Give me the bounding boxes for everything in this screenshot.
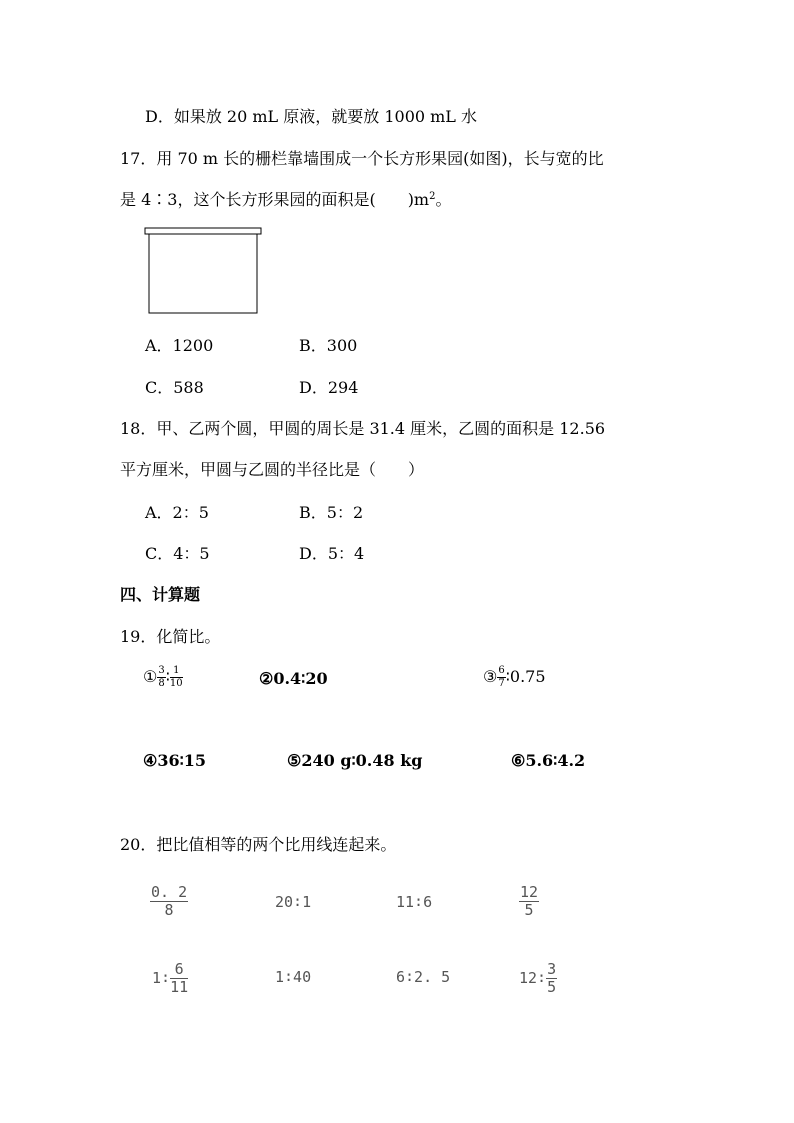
q17-option-c: C．588 — [145, 378, 204, 397]
numerator: 3 — [158, 665, 165, 676]
q20-bottom-ratio-d — [519, 962, 557, 995]
fraction — [519, 885, 539, 918]
denominator: 11 — [170, 978, 189, 996]
denominator: 5 — [524, 901, 534, 919]
denominator: 7 — [498, 678, 505, 689]
q17-option-a: A．1200 — [145, 336, 214, 355]
q18-option-d: D．5：4 — [299, 544, 365, 563]
numerator: 3 — [547, 960, 557, 978]
section-title: 四、计算题 — [120, 585, 201, 604]
numerator: 0. 2 — [151, 883, 188, 901]
q18-option-b: B．5：2 — [299, 503, 364, 522]
q20-bottom-ratio-a — [152, 962, 188, 995]
q20-top-ratio-b: 20∶1 — [275, 893, 312, 911]
q17-option-b: B．300 — [299, 336, 358, 355]
q17-line2-end: 。 — [435, 190, 452, 209]
fraction — [497, 666, 505, 689]
q17-text-line2 — [120, 192, 452, 208]
q18-option-a: A．2：5 — [145, 503, 209, 522]
q19-item1 — [143, 666, 183, 689]
numerator: 6 — [498, 665, 505, 676]
numerator: 12 — [520, 883, 539, 901]
denominator: 8 — [158, 678, 165, 689]
q19-title: 19．化简比。 — [120, 627, 221, 646]
q20-top-ratio-d — [519, 885, 539, 918]
wall — [145, 228, 261, 234]
q20-bottom-ratio-b: 1∶40 — [275, 968, 312, 986]
ratio-colon: ∶ — [165, 667, 170, 686]
q19-item5: ⑤240 g∶0.48 kg — [287, 751, 423, 770]
denominator: 8 — [164, 901, 174, 919]
ratio-prefix: 1∶ — [152, 969, 171, 987]
q18-text-line1: 18．甲、乙两个圆，甲圆的周长是 31.4 厘米，乙圆的面积是 12.56 — [120, 419, 606, 438]
fraction — [170, 666, 183, 689]
q20-top-ratio-a — [150, 885, 188, 918]
numerator: 6 — [170, 962, 188, 979]
item-marker: ③ — [483, 667, 498, 686]
fraction — [546, 962, 557, 995]
q19-item4: ④36∶15 — [143, 751, 207, 770]
denominator: 10 — [169, 678, 183, 689]
denominator: 5 — [547, 978, 557, 996]
ratio-prefix: 12∶ — [519, 969, 547, 987]
q19-item6: ⑥5.6∶4.2 — [511, 751, 586, 770]
q20-title: 20．把比值相等的两个比用线连起来。 — [120, 835, 397, 854]
q19-item3 — [483, 666, 546, 689]
q18-option-c: C．4：5 — [145, 544, 210, 563]
q16-option-d: D．如果放 20 mL 原液，就要放 1000 mL 水 — [145, 107, 478, 126]
fraction — [157, 666, 165, 689]
q17-orchard-diagram — [140, 226, 268, 318]
q17-line2-main: 是 4∶3，这个长方形果园的面积是( )m — [120, 190, 430, 209]
q17-text-line1: 17．用 70 m 长的栅栏靠墙围成一个长方形果园(如图)，长与宽的比 — [120, 149, 604, 168]
q17-exponent: 2 — [429, 191, 436, 202]
numerator: 1 — [170, 666, 183, 678]
q18-text-line2: 平方厘米，甲圆与乙圆的半径比是（ ） — [120, 460, 425, 479]
ratio-rest: ∶0.75 — [505, 667, 546, 686]
q20-bottom-ratio-c: 6∶2. 5 — [396, 968, 451, 986]
fraction — [150, 885, 188, 918]
item-marker: ① — [143, 667, 158, 686]
orchard-rectangle — [149, 234, 257, 313]
q20-top-ratio-c: 11∶6 — [396, 893, 433, 911]
q19-item2: ②0.4∶20 — [259, 669, 328, 688]
q17-option-d: D．294 — [299, 378, 359, 397]
fraction — [170, 962, 188, 995]
